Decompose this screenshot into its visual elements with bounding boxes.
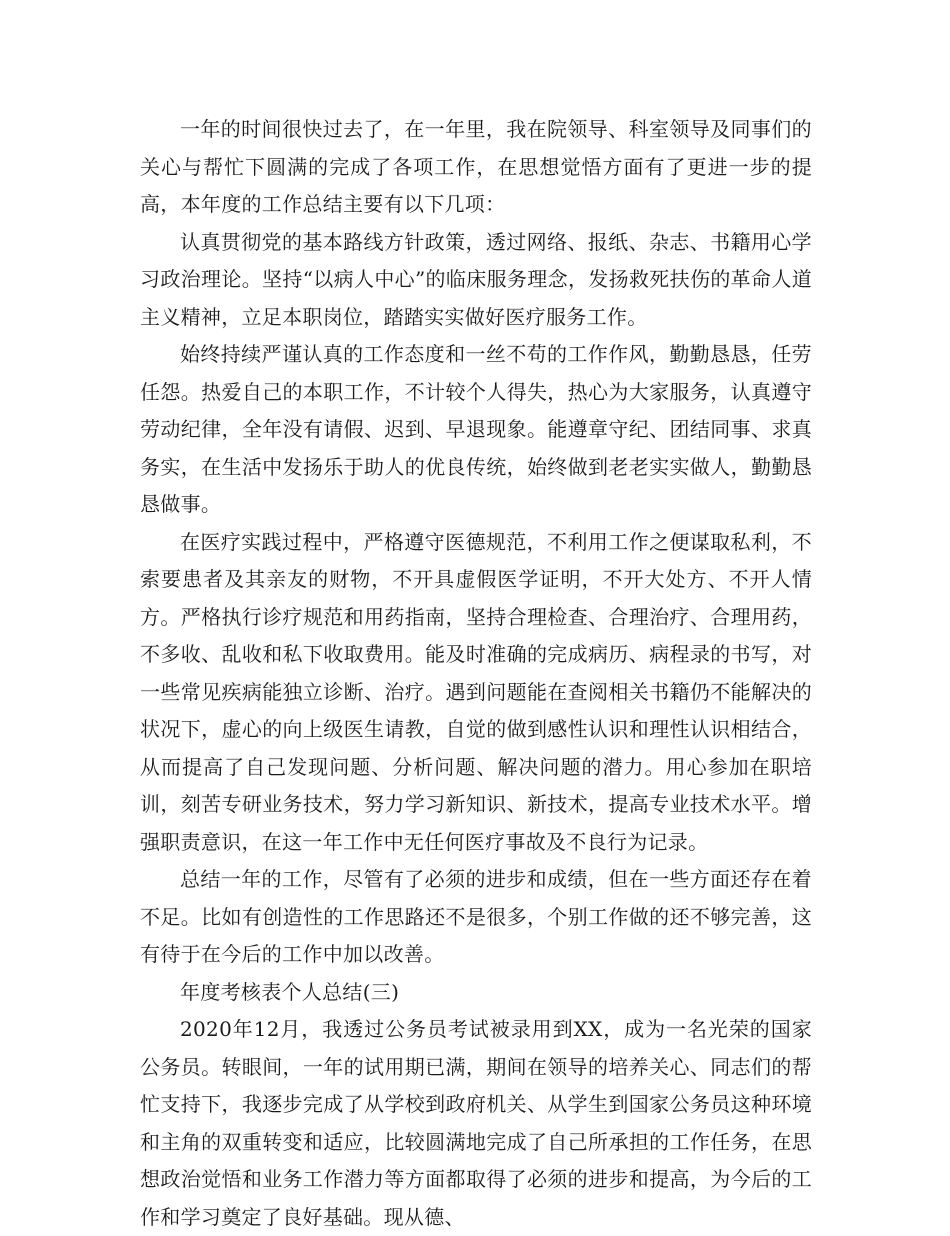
paragraph-medical-practice: 在医疗实践过程中，严格遵守医德规范，不利用工作之便谋取私利，不索要患者及其亲友的财物，不开具虚假医学证明，不开大处方、不开人情方。严格执行诊疗规范和用药指南，坚持合理检查、合理治疗、合理用药，不多收、乱收和私下收取费用。能及时准确的完成病历、病程录的书写，对一些常见疾病能独立诊断、治疗。遇到问题能在查阅相关书籍仍不能解决的状况下，虚心的向上级医生请教，自觉的做到感性认识和理性认识相结合，从而提高了自己发现问题、分析问题、解决问题的潜力。用心参加在职培训，刻苦专研业务技术，努力学习新知识、新技术，提高专业技术水平。增强职责意识，在这一年工作中无任何医疗事故及不良行为记录。 bbox=[140, 529, 812, 854]
paragraph-shortcomings: 总结一年的工作，尽管有了必须的进步和成绩，但在一些方面还存在着不足。比如有创造性的工作思路还不是很多，个别工作做的还不够完善，这有待于在今后的工作中加以改善。 bbox=[140, 867, 812, 966]
document-body bbox=[140, 111, 812, 1236]
section-heading: 年度考核表个人总结(三) bbox=[180, 979, 400, 1004]
paragraph-civil-servant: 2020年12月，我透过公务员考试被录用到XX，成为一名光荣的国家公务员。转眼间，一年的试用期已满，期间在领导的培养关心、同志们的帮忙支持下，我逐步完成了从学校到政府机关、从学生到国家公务员这种环境和主角的双重转变和适应，比较圆满地完成了自己所承担的工作任务，在思想政治觉悟和业务工作潜力等方面都取得了必须的进步和提高，为今后的工作和学习奠定了良好基础。现从德、 bbox=[140, 1017, 812, 1229]
paragraph-political-study: 认真贯彻党的基本路线方针政策，透过网络、报纸、杂志、书籍用心学习政治理论。坚持“以病人中心”的临床服务理念，发扬救死扶伤的革命人道主义精神，立足本职岗位，踏踏实实做好医疗服务工作。 bbox=[140, 229, 812, 329]
paragraph-work-attitude: 始终持续严谨认真的工作态度和一丝不苟的工作作风，勤勤恳恳，任劳任怨。热爱自己的本职工作，不计较个人得失，热心为大家服务，认真遵守劳动纪律，全年没有请假、迟到、早退现象。能遵章守纪、团结同事、求真务实，在生活中发扬乐于助人的优良传统，始终做到老老实实做人，勤勤恳恳做事。 bbox=[140, 342, 812, 516]
paragraph-intro: 一年的时间很快过去了，在一年里，我在院领导、科室领导及同事们的关心与帮忙下圆满的完成了各项工作，在思想觉悟方面有了更进一步的提高，本年度的工作总结主要有以下几项： bbox=[140, 117, 812, 216]
